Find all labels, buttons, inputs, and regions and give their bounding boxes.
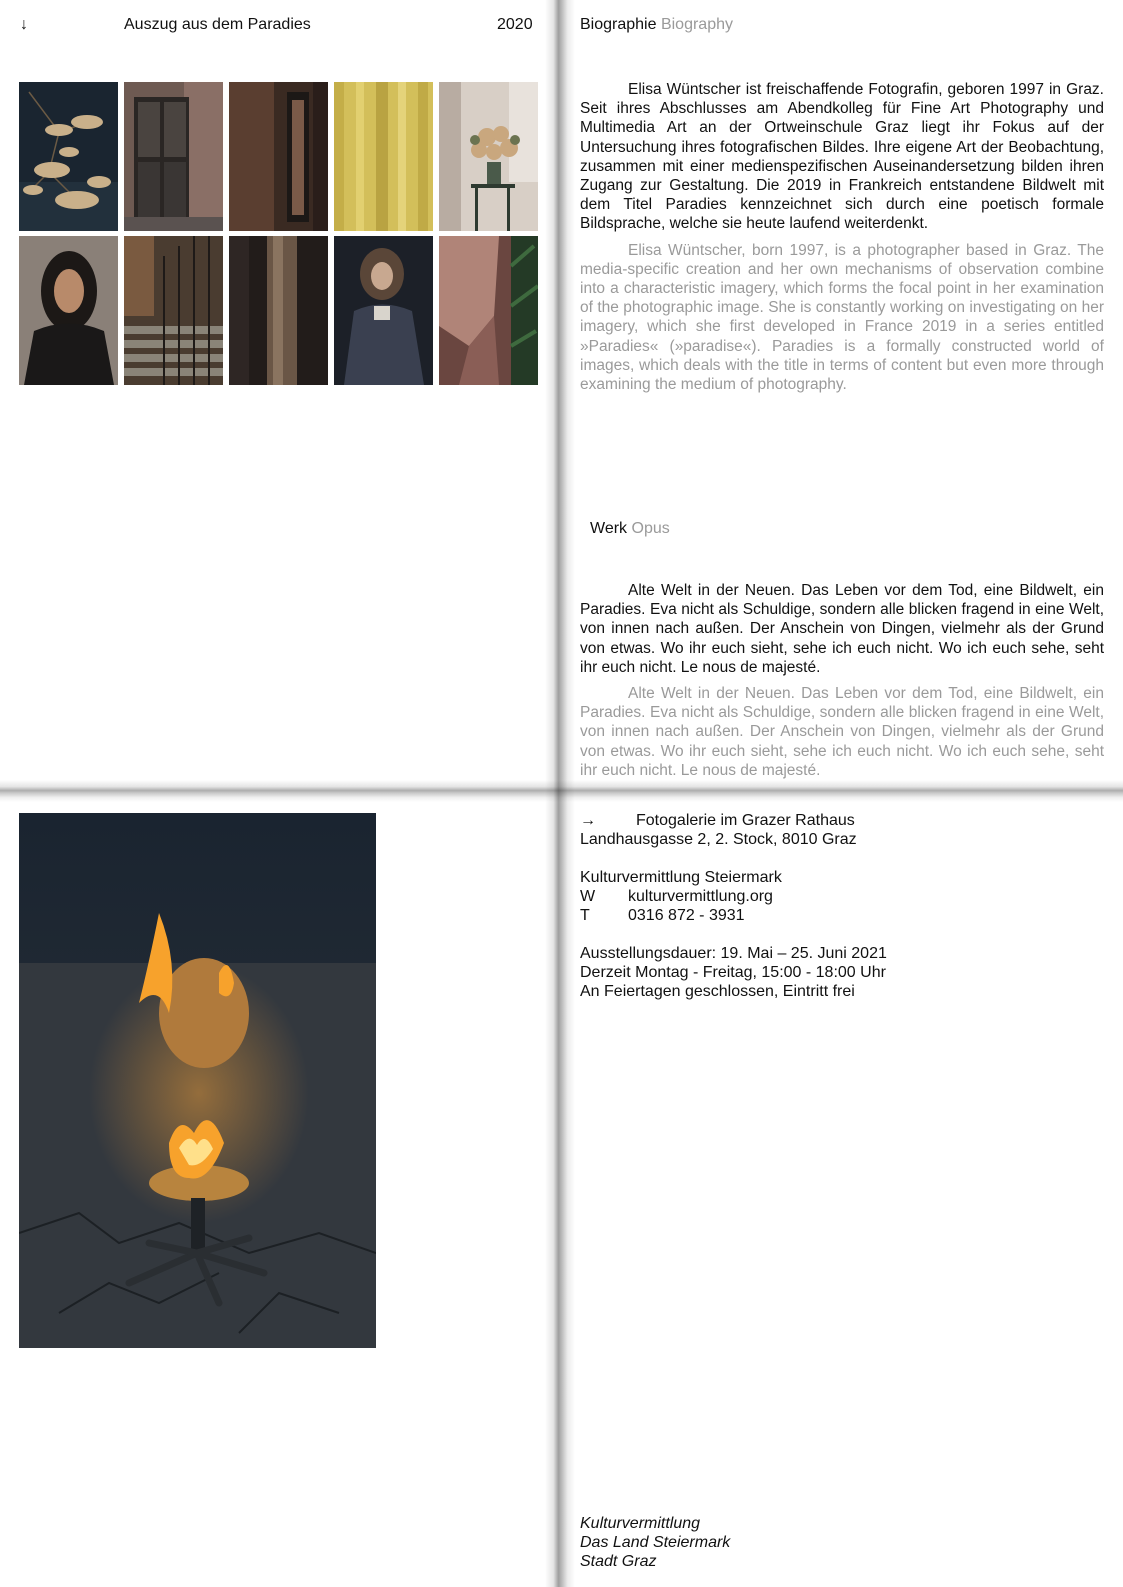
- worn-wood-photo: [229, 236, 328, 385]
- staircase-photo: [124, 236, 223, 385]
- glass-cabinet-photo: [124, 82, 223, 231]
- biography-heading: [580, 15, 733, 35]
- work-heading-en: Opus: [631, 520, 670, 537]
- contact-tel[interactable]: 0316 872 - 3931: [628, 907, 745, 924]
- dried-branches-photo: [19, 82, 118, 231]
- biography-heading-de: Biographie: [580, 16, 657, 33]
- venue-info: [580, 811, 887, 1001]
- contact-web[interactable]: kulturvermittlung.org: [628, 888, 773, 905]
- venue-address: Landhausgasse 2, 2. Stock, 8010 Graz: [580, 831, 857, 848]
- mirror-frame-photo: [229, 82, 328, 231]
- right-arrow-icon: →: [580, 812, 596, 829]
- yellow-curtain-photo: [334, 82, 433, 231]
- biography-text-de: Elisa Wüntscher ist freischaffende Fotografin, geboren 1997 in Graz. Seit ihres Abschlusses am Abendkolleg für Fine Art Photography und Multimedia Art an der Ortweinschule Graz liegt ihr Fokus auf der Untersuchung ihres fotografischen Bildes. Ihre eigene Art der Beobachtung, zusammen mit einer medienspezifischen Auseinandersetzung bilden ihren Zugang zur Gestaltung. Die 2019 in Frankreich entstandene Bildwelt mit dem Titel Paradies kennzeichnet sich durch eine poetisch formale Bildsprache, welche sie heute laufend weiterdenkt.: [580, 81, 1104, 233]
- pink-fabric-photo: [439, 236, 538, 385]
- year-label: 2020: [497, 16, 533, 33]
- page-title: Auszug aus dem Paradies: [124, 16, 311, 33]
- burning-chair-photo: [19, 813, 376, 1348]
- credit-line: Das Land Steiermark: [580, 1534, 731, 1551]
- biography-text: [580, 80, 1104, 401]
- credits: [580, 1514, 730, 1571]
- holiday-note: An Feiertagen geschlossen, Eintritt frei: [580, 983, 855, 1000]
- contact-web-row: [580, 887, 887, 906]
- credit-line: Stadt Graz: [580, 1553, 657, 1570]
- work-text: [580, 581, 1104, 787]
- opening-hours: Derzeit Montag - Freitag, 15:00 - 18:00 Uhr: [580, 964, 886, 981]
- venue-name: Fotogalerie im Grazer Rathaus: [636, 812, 855, 829]
- work-text-de: Alte Welt in der Neuen. Das Leben vor dem Tod, eine Bildwelt, ein Paradies. Eva nicht als Schuldige, sondern alle blicken fragend in eine Welt, von innen nach außen. Der Anschein von Dingen, vielmehr als der Grund von etwas. Wo ihr euch sieht, sehe ich euch nicht. Wo ich euch sehe, seht ihr euch nicht. Le nous de majesté.: [580, 582, 1104, 676]
- work-text-en: Alte Welt in der Neuen. Das Leben vor dem Tod, eine Bildwelt, ein Paradies. Eva nicht als Schuldige, sondern alle blicken fragend in eine Welt, von innen nach außen. Der Anschein von Dingen, vielmehr als der Grund von etwas. Wo ihr euch sieht, sehe ich euch nicht. Wo ich euch sehe, seht ihr euch nicht. Le nous de majesté.: [580, 685, 1104, 779]
- flower-vase-photo: [439, 82, 538, 231]
- tel-key: T: [580, 907, 590, 924]
- work-heading-de: Werk: [590, 520, 628, 537]
- contact-tel-row: [580, 906, 887, 925]
- venue-row: [580, 811, 887, 830]
- exhibition-duration: Ausstellungsdauer: 19. Mai – 25. Juni 2021: [580, 945, 887, 962]
- work-heading: [590, 519, 670, 539]
- contact-org: Kulturvermittlung Steiermark: [580, 869, 782, 886]
- web-key: W: [580, 888, 596, 905]
- portrait-woman-photo: [19, 236, 118, 385]
- down-arrow-icon: ↓: [20, 16, 28, 33]
- biography-text-en: Elisa Wüntscher, born 1997, is a photographer based in Graz. The media-specific creation and her own mechanisms of observation combine into a characteristic imagery, which forms the focal point in her examination of the photographic image. She is constantly working on investigating on her imagery, which she first developed in France 2019 in a series entitled »Paradies« (»paradise«). Paradies is a formally constructed world of images, which deals with the title in terms of content but even more through examining the medium of photography.: [580, 241, 1104, 394]
- biography-heading-en: Biography: [660, 16, 733, 33]
- vertical-fold-shadow: [545, 0, 575, 1587]
- baroque-portrait-photo: [334, 236, 433, 385]
- credit-line: Kulturvermittlung: [580, 1515, 701, 1532]
